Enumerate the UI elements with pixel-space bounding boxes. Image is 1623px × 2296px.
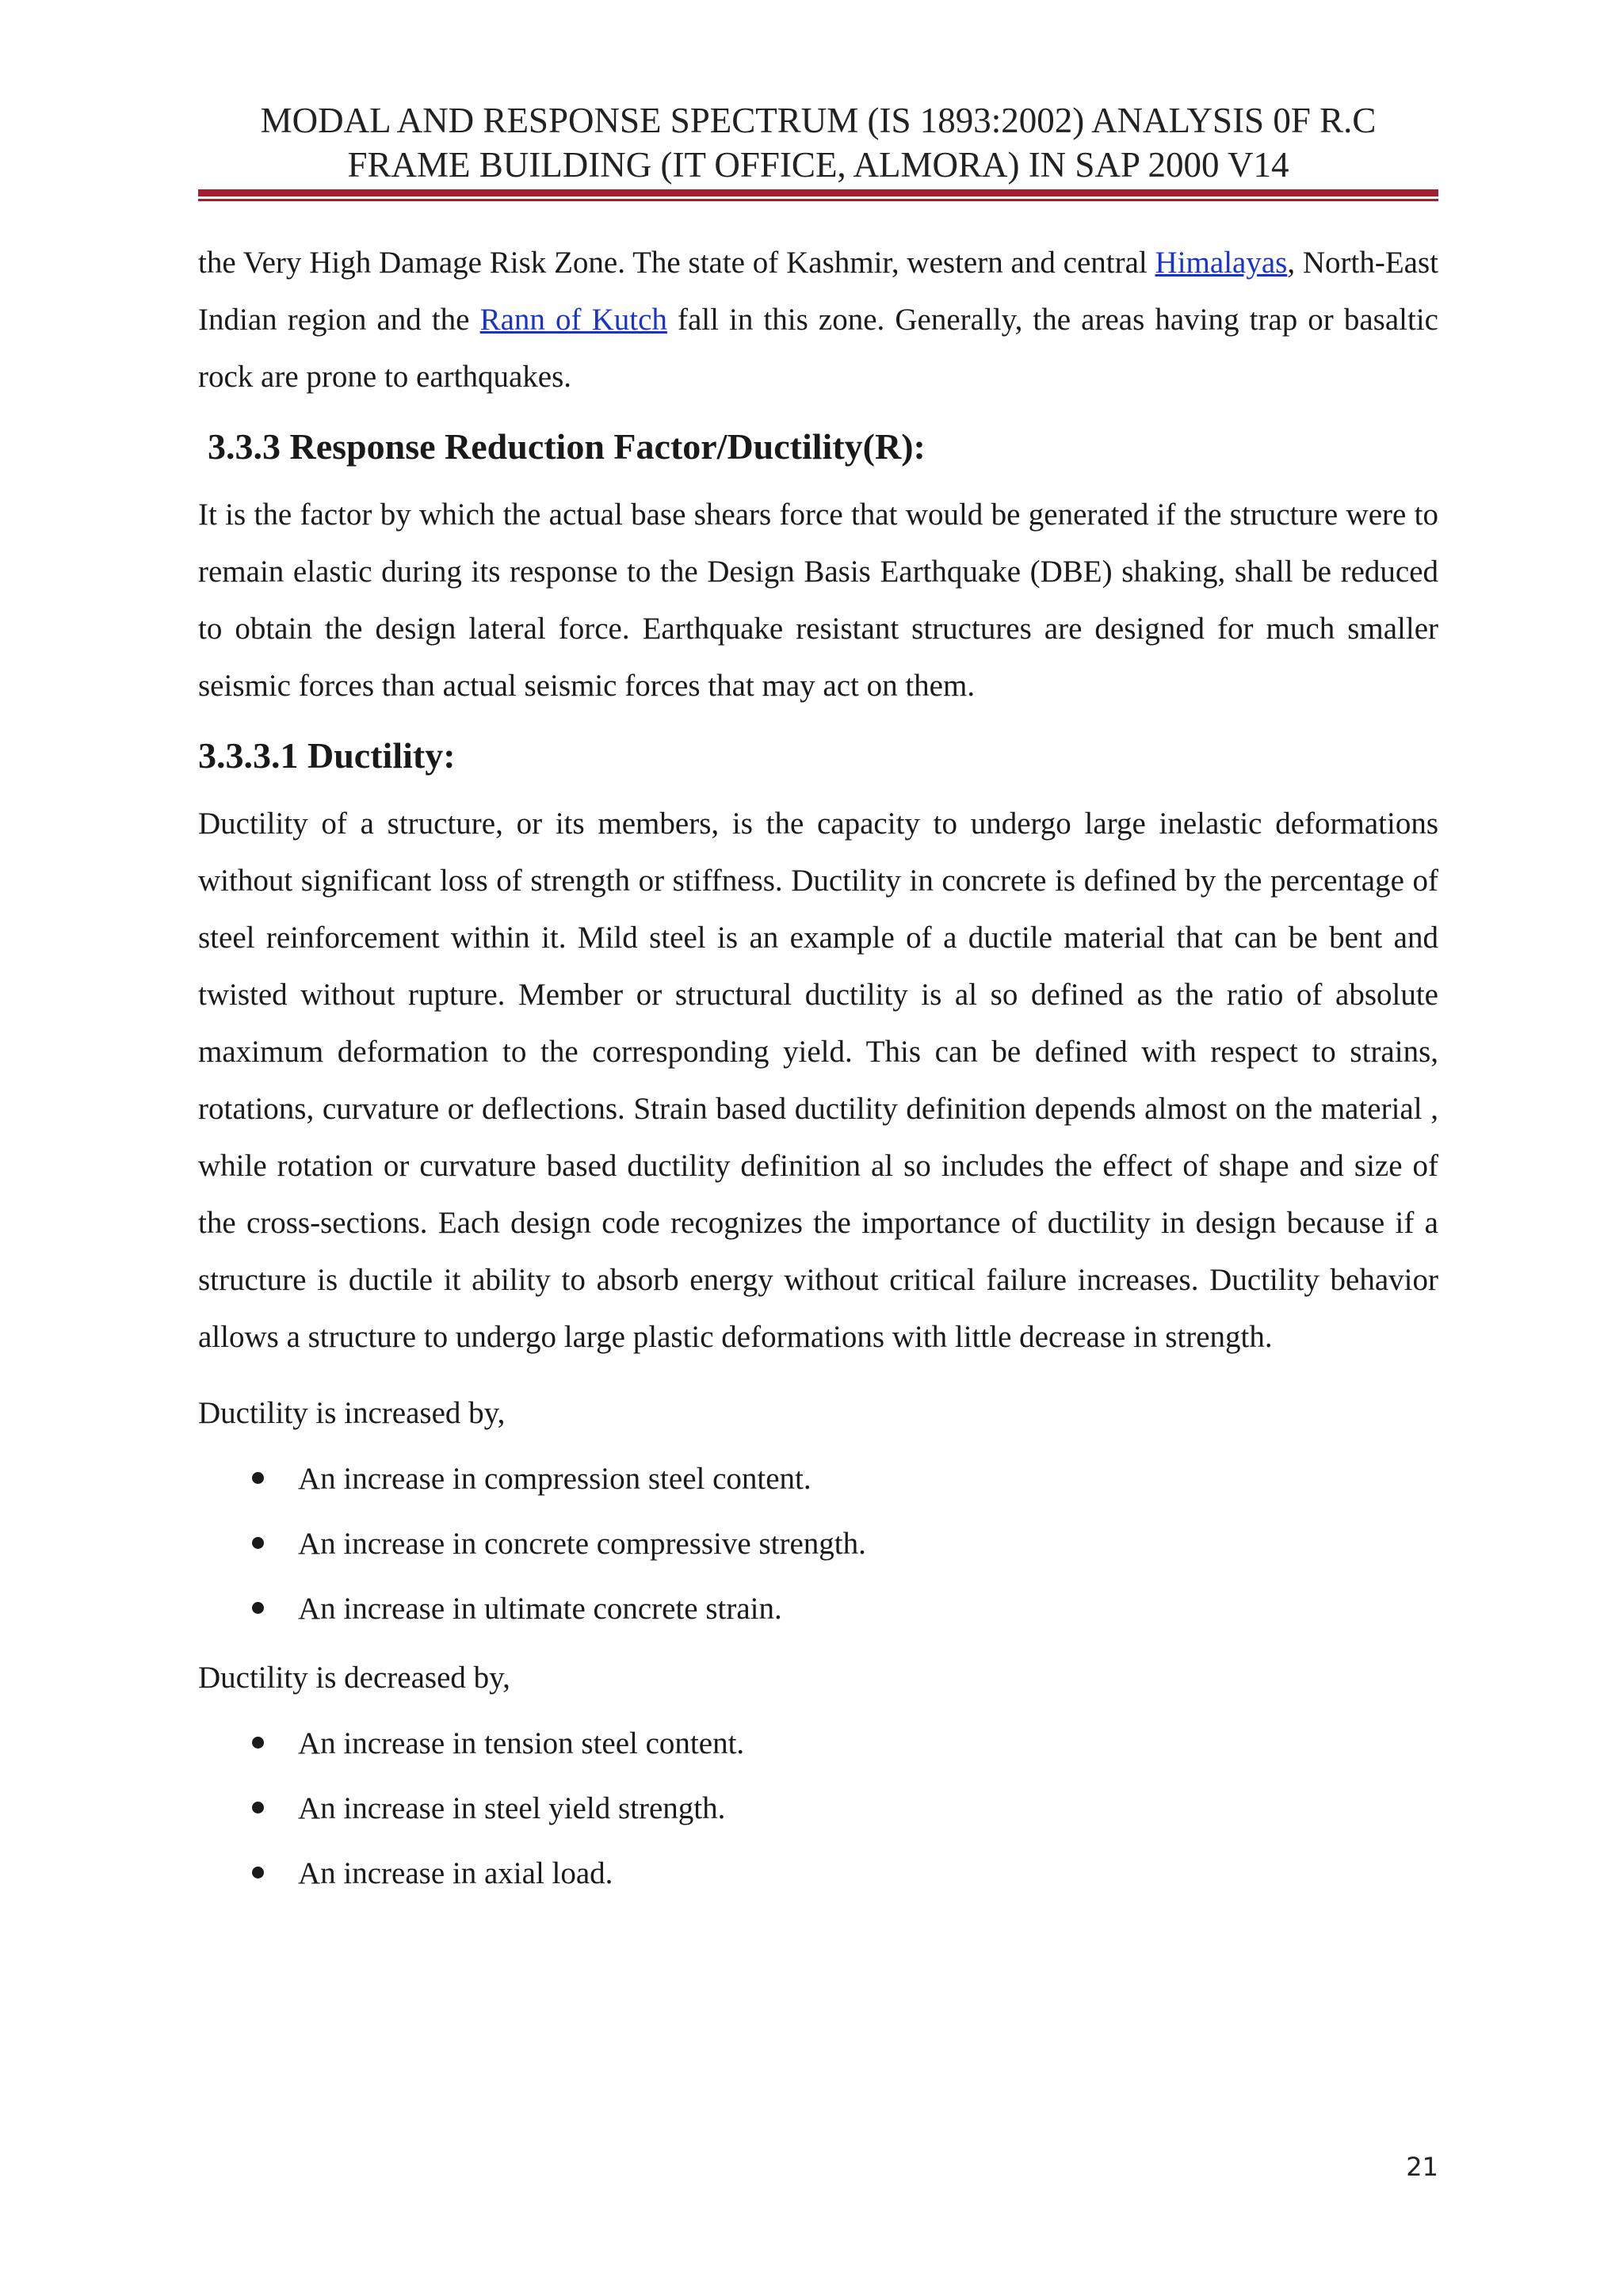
bullet-icon <box>252 1802 264 1814</box>
section-heading-3-3-3: 3.3.3 Response Reduction Factor/Ductility(R): <box>208 426 926 467</box>
bullet-icon <box>252 1472 264 1484</box>
intro-paragraph <box>198 235 1438 406</box>
page-number: 21 <box>1406 2152 1438 2182</box>
page-body <box>198 235 1438 1914</box>
ductility-decreased-label: Ductility is decreased by, <box>198 1661 510 1695</box>
ductility-paragraph: Ductility of a structure, or its members, is the capacity to undergo large inelastic deformations without significant loss of strength or stiffness. Ductility in concrete is defined by the percentage of steel reinforcement within it. Mild steel is an example of a ductile material that can be bent and twisted without rupture. Member or structural ductility is al so defined as the ratio of absolute maximum deformation to the corresponding yield. This can be defined with respect to strains, rotations, curvature or deflections. Strain based ductility definition depends almost on the material , while rotation or curvature based ductility definition al so includes the effect of shape and size of the cross-sections. Each design code recognizes the importance of ductility in design because if a structure is ductile it ability to absorb energy without critical failure increases. Ductility behavior allows a structure to undergo large plastic deformations with little decrease in strength. <box>198 807 1438 1354</box>
list-item: An increase in concrete compressive strength. <box>198 1512 1438 1577</box>
list-item: An increase in tension steel content. <box>198 1711 1438 1776</box>
intro-text-a: the Very High Damage Risk Zone. The state of Kashmir, western and central <box>198 246 1155 280</box>
rann-of-kutch-link[interactable]: Rann of Kutch <box>479 303 667 337</box>
list-item: An increase in steel yield strength. <box>198 1776 1438 1841</box>
ductility-decreased-list <box>198 1711 1438 1906</box>
header-rule <box>198 189 1438 196</box>
list-item: An increase in axial load. <box>198 1841 1438 1906</box>
himalayas-link[interactable]: Himalayas <box>1155 246 1288 280</box>
response-reduction-paragraph: It is the factor by which the actual base shears force that would be generated if the structure were to remain elastic during its response to the Design Basis Earthquake (DBE) shaking, shall be reduced to obtain the design lateral force. Earthquake resistant structures are designed for much smaller seismic forces than actual seismic forces that may act on them. <box>198 498 1438 703</box>
bullet-icon <box>252 1737 264 1749</box>
bullet-icon <box>252 1537 264 1549</box>
running-header <box>198 98 1438 187</box>
header-line-1: MODAL AND RESPONSE SPECTRUM (IS 1893:2002) ANALYSIS 0F R.C <box>260 101 1377 140</box>
intro-text-c: fall in this zone. Generally, the areas having trap or basaltic rock are prone to earthquakes. <box>198 303 1438 394</box>
ductility-increased-list <box>198 1447 1438 1642</box>
bullet-icon <box>252 1602 264 1614</box>
list-item: An increase in ultimate concrete strain. <box>198 1577 1438 1642</box>
ductility-increased-label: Ductility is increased by, <box>198 1396 506 1430</box>
intro-text-b: , North-East Indian region and the <box>198 246 1439 337</box>
section-heading-3-3-3-1: 3.3.3.1 Ductility: <box>198 735 456 776</box>
header-rule-thin <box>198 199 1438 201</box>
list-item: An increase in compression steel content. <box>198 1447 1438 1512</box>
header-line-2: FRAME BUILDING (IT OFFICE, ALMORA) IN SAP 2000 V14 <box>347 145 1289 185</box>
bullet-icon <box>252 1867 264 1878</box>
